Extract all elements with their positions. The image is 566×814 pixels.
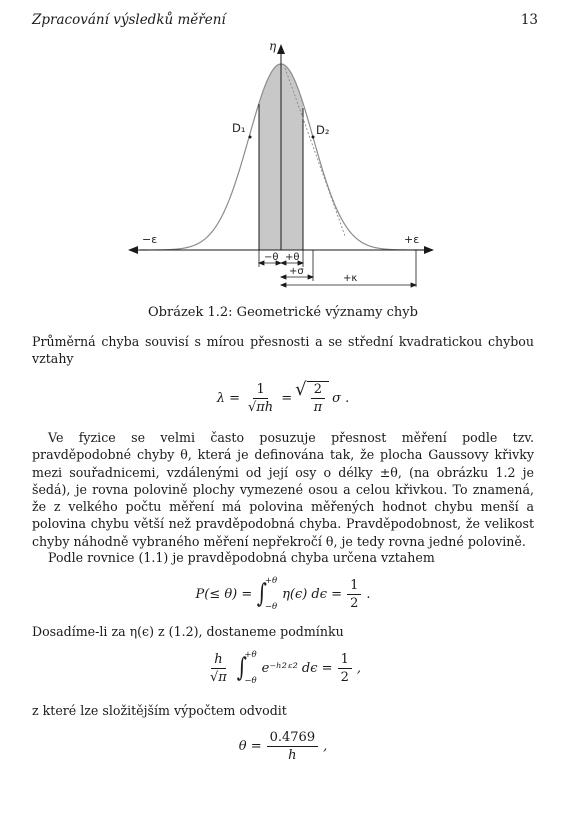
- eq2-integrand: η(ϵ) dϵ =: [282, 586, 343, 602]
- eq1-fraction: [245, 382, 276, 415]
- eq4-end: ,: [323, 739, 328, 754]
- eq4-den: h: [288, 748, 297, 763]
- page-number: 13: [520, 12, 538, 28]
- eq4-num: 0.4769: [267, 730, 319, 747]
- eq1-mid: =: [281, 390, 293, 406]
- equation-condition: [0, 650, 566, 686]
- eq2-lower: −θ: [264, 602, 278, 612]
- eq2-num: 1: [347, 578, 361, 595]
- eq2-end: .: [366, 586, 371, 602]
- sigma-label: +σ: [289, 266, 304, 277]
- d1-label: D₁: [232, 121, 246, 135]
- point-d2: [312, 136, 315, 139]
- running-header: [32, 12, 538, 30]
- eq1-sqrt: [295, 381, 329, 415]
- eta-label: η: [269, 39, 277, 53]
- equation-probability: [0, 576, 566, 612]
- eq1-lhs: λ =: [216, 390, 240, 406]
- pos-theta-label: +θ: [285, 252, 300, 263]
- neg-eps-label: −ε: [142, 233, 158, 246]
- neg-theta-label: −θ: [264, 252, 279, 263]
- integral-sign: ∫ +θ −θ: [256, 576, 278, 612]
- eq4-fraction: [267, 730, 319, 763]
- equation-theta: [0, 730, 566, 763]
- paragraph-1: Průměrná chyba souvisí s mírou přesnosti a se střední kvadratickou chybou vztahy: [32, 334, 534, 367]
- eq3-lower: −θ: [244, 676, 257, 686]
- eq3-den: √π: [210, 669, 227, 685]
- x-axis-left-arrow: [128, 246, 138, 254]
- gaussian-figure: [0, 38, 566, 288]
- eq1-sqrt-fraction: [311, 382, 326, 415]
- eq2-lhs: P(≤ θ) =: [195, 586, 253, 602]
- integral-sign-2: ∫ +θ −θ: [236, 650, 257, 686]
- eq3-num: h: [211, 652, 225, 669]
- eq1-rhs: σ .: [332, 390, 350, 406]
- radical-sign: √: [295, 379, 307, 400]
- eq3-fraction-half: [338, 652, 352, 685]
- d2-label: D₂: [316, 123, 330, 137]
- chapter-title: Zpracování výsledků měření: [32, 12, 226, 28]
- paragraph-4: Dosadíme-li za η(ϵ) z (1.2), dostaneme podmínku: [32, 624, 344, 639]
- kappa-label: +κ: [343, 273, 358, 284]
- eq3-end: ,: [356, 660, 361, 676]
- pos-eps-label: +ε: [404, 233, 420, 246]
- eq2-fraction: [347, 578, 361, 611]
- gaussian-diagram: [0, 38, 566, 288]
- eq2-den: 2: [350, 595, 359, 611]
- paragraph-3: Podle rovnice (1.1) je pravděpodobná chyba určena vztahem: [48, 550, 435, 565]
- eq3-num2: 1: [338, 652, 352, 669]
- eq4-lhs: θ =: [238, 739, 262, 754]
- eq1-sqrt-num: 2: [311, 382, 325, 399]
- figure-caption: Obrázek 1.2: Geometrické významy chyb: [148, 305, 418, 320]
- point-d1: [249, 136, 252, 139]
- eq3-den2: 2: [340, 669, 349, 685]
- equation-lambda: [0, 381, 566, 415]
- eq1-den: √πh: [247, 399, 274, 415]
- x-axis-right-arrow: [424, 246, 434, 254]
- eq1-num: 1: [253, 382, 267, 399]
- eq2-upper: +θ: [264, 576, 278, 586]
- eq1-sqrt-den: π: [313, 400, 323, 415]
- eq3-integrand: e⁻ʰ²ᵋ² dϵ =: [261, 660, 333, 676]
- eq3-upper: +θ: [244, 650, 257, 660]
- eta-axis-arrow: [277, 44, 285, 54]
- paragraph-5: z které lze složitějším výpočtem odvodit: [32, 703, 287, 718]
- paragraph-2: Ve fyzice se velmi často posuzuje přesnost měření podle tzv. pravděpodobné chyby θ, která je definována tak, že plocha Gaussovy křivky mezi souřadnicemi, vzdálenými od její osy o délky ±θ, (na obrázku 1.2 je šedá), je rovna polovině plochy vymezené osou a celou křivkou. To znamená, že z velkého počtu měření má polovina měřených hodnot chybu menší a polovina chybu větší než pravděpodobná chyba. Pravděpodobnost, že velikost chyby náhodně vybraného měření nepřekročí θ, je tedy rovna jedné polovině.: [32, 430, 534, 549]
- eq3-fraction-h: [207, 652, 230, 685]
